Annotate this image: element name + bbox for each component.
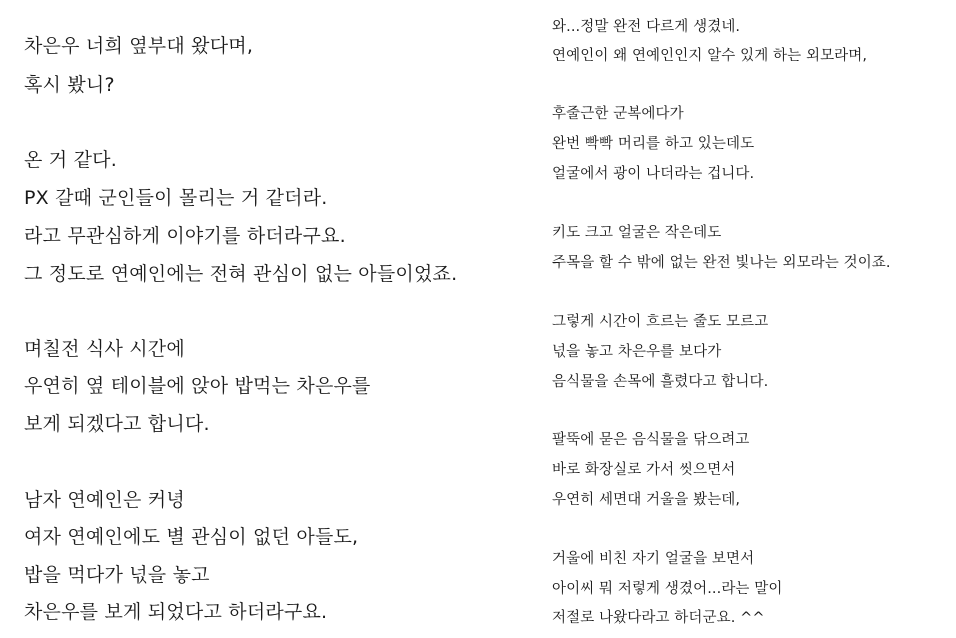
right-line: 그렇게 시간이 흐르는 줄도 모르고 [552, 314, 769, 330]
right-line: 연예인이 왜 연예인인지 알수 있게 하는 외모라며, [552, 48, 868, 64]
right-line: 거울에 비친 자기 얼굴을 보면서 [552, 551, 755, 567]
right-line: 주목을 할 수 밖에 없는 완전 빛나는 외모라는 것이죠. [552, 255, 891, 271]
left-line: PX 갈때 군인들이 몰리는 거 같더라. [24, 187, 328, 209]
left-line: 그 정도로 연예인에는 전혀 관심이 없는 아들이었죠. [24, 263, 458, 285]
right-line: 바로 화장실로 가서 씻으면서 [552, 462, 736, 478]
right-line: 넋을 놓고 차은우를 보다가 [552, 344, 722, 360]
left-line: 차은우를 보게 되었다고 하더라구요. [24, 601, 328, 623]
right-line: 얼굴에서 광이 나더라는 겁니다. [552, 166, 755, 182]
right-line: 후줄근한 군복에다가 [552, 106, 684, 122]
left-line: 보게 되겠다고 합니다. [24, 413, 210, 435]
left-line: 우연히 옆 테이블에 앉아 밥먹는 차은우를 [24, 375, 371, 397]
left-line: 여자 연예인에도 별 관심이 없던 아들도, [24, 526, 359, 548]
left-line: 라고 무관심하게 이야기를 하더라구요. [24, 225, 346, 247]
right-text-panel [520, 0, 956, 638]
right-line: 완번 빡빡 머리를 하고 있는데도 [552, 136, 755, 152]
left-line: 차은우 너희 옆부대 왔다며, [24, 35, 254, 57]
left-line: 온 거 같다. [24, 149, 117, 171]
right-line: 팔뚝에 묻은 음식물을 닦으려고 [552, 432, 750, 448]
right-line: 우연히 세면대 거울을 봤는데, [552, 492, 741, 508]
right-line: 와...정말 완전 다르게 생겼네. [552, 19, 741, 35]
left-line: 밥을 먹다가 넋을 놓고 [24, 564, 210, 586]
right-line: 음식물을 손목에 흘렸다고 합니다. [552, 374, 769, 390]
left-line: 남자 연예인은 커녕 [24, 489, 185, 511]
right-line: 키도 크고 얼굴은 작은데도 [552, 225, 722, 241]
right-line: 저절로 나왔다라고 하더군요. ^^ [552, 610, 765, 626]
right-line: 아이씨 뭐 저렇게 생겼어...라는 말이 [552, 581, 783, 597]
left-line: 혹시 봤니? [24, 74, 115, 96]
left-line: 며칠전 식사 시간에 [24, 338, 185, 360]
